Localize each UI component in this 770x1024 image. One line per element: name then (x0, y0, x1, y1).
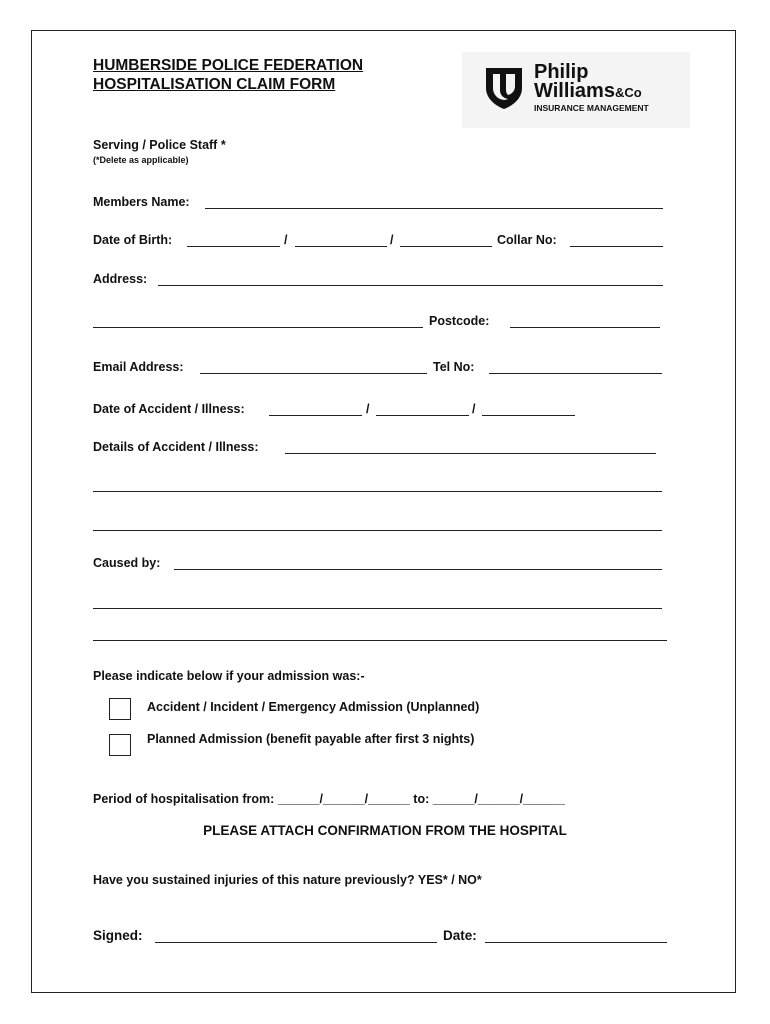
signature-date-field[interactable] (485, 942, 667, 943)
serving-staff-label: Serving / Police Staff * (93, 138, 226, 152)
email-label: Email Address: (93, 360, 184, 374)
signed-label: Signed: (93, 928, 143, 943)
tel-field[interactable] (489, 373, 662, 374)
attach-confirmation-notice: PLEASE ATTACH CONFIRMATION FROM THE HOSPITAL (203, 823, 567, 838)
postcode-label: Postcode: (429, 314, 490, 328)
delete-note: (*Delete as applicable) (93, 155, 189, 165)
collar-no-label: Collar No: (497, 233, 557, 247)
signature-field[interactable] (155, 942, 437, 943)
address-field-line2[interactable] (93, 327, 423, 328)
caused-by-label: Caused by: (93, 556, 161, 570)
address-field-line1[interactable] (158, 285, 663, 286)
collar-no-field[interactable] (570, 246, 663, 247)
form-title-line1: HUMBERSIDE POLICE FEDERATION (93, 57, 364, 74)
tel-label: Tel No: (433, 360, 475, 374)
dob-separator: / (284, 233, 288, 247)
admission-prompt: Please indicate below if your admission was:- (93, 669, 365, 683)
hospitalisation-period-field[interactable]: Period of hospitalisation from: ______/______/______ to: ______/______/______ (93, 792, 565, 806)
details-field-line2[interactable] (93, 491, 662, 492)
unplanned-admission-label: Accident / Incident / Emergency Admission (Unplanned) (147, 700, 480, 714)
form-page-border (31, 30, 736, 993)
accident-date-separator: / (366, 402, 370, 416)
caused-by-field-line2[interactable] (93, 608, 662, 609)
form-title-line2: HOSPITALISATION CLAIM FORM (93, 76, 336, 93)
accident-month-field[interactable] (376, 415, 469, 416)
planned-admission-checkbox[interactable] (109, 734, 131, 756)
accident-date-separator: / (472, 402, 476, 416)
dob-separator: / (390, 233, 394, 247)
dob-year-field[interactable] (400, 246, 492, 247)
details-field-line1[interactable] (285, 453, 656, 454)
accident-date-label: Date of Accident / Illness: (93, 402, 245, 416)
unplanned-admission-checkbox[interactable] (109, 698, 131, 720)
details-field-line3[interactable] (93, 530, 662, 531)
accident-day-field[interactable] (269, 415, 362, 416)
dob-label: Date of Birth: (93, 233, 173, 247)
previous-injuries-question: Have you sustained injuries of this nature previously? YES* / NO* (93, 873, 482, 887)
members-name-label: Members Name: (93, 195, 190, 209)
members-name-field[interactable] (205, 208, 663, 209)
logo-tagline: INSURANCE MANAGEMENT (534, 103, 649, 113)
email-field[interactable] (200, 373, 427, 374)
logo-name-line2: Williams&Co (534, 80, 642, 102)
shield-icon (484, 66, 524, 110)
date-label: Date: (443, 928, 477, 943)
dob-day-field[interactable] (187, 246, 280, 247)
caused-by-field-line3[interactable] (93, 640, 667, 641)
logo-name-line1: Philip (534, 61, 589, 83)
company-logo (462, 52, 690, 128)
planned-admission-label: Planned Admission (benefit payable after first 3 nights) (147, 732, 475, 746)
dob-month-field[interactable] (295, 246, 387, 247)
accident-year-field[interactable] (482, 415, 575, 416)
postcode-field[interactable] (510, 327, 660, 328)
address-label: Address: (93, 272, 148, 286)
caused-by-field-line1[interactable] (174, 569, 662, 570)
details-label: Details of Accident / Illness: (93, 440, 259, 454)
